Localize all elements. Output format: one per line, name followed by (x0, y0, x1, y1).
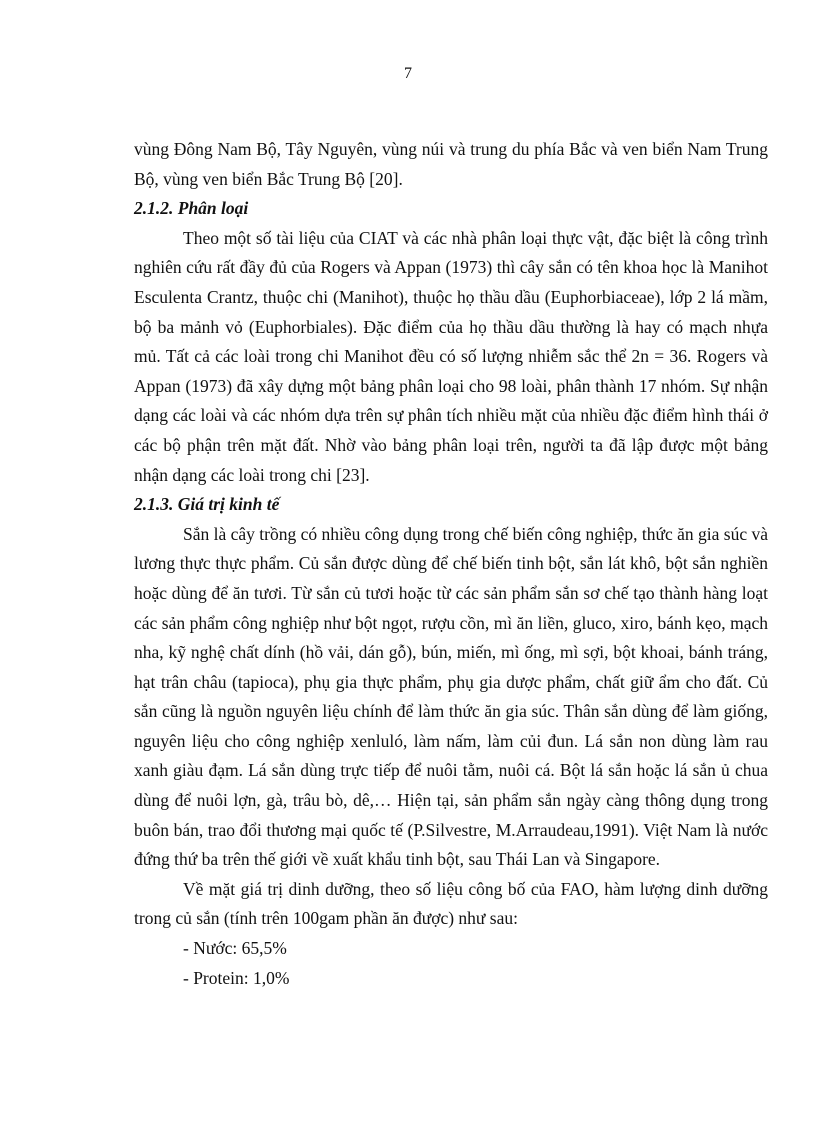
nutrition-list (134, 934, 768, 993)
classification-paragraph: Theo một số tài liệu của CIAT và các nhà phân loại thực vật, đặc biệt là công trình nghiên cứu rất đầy đủ của Rogers và Appan (1973) thì cây sắn có tên khoa học là Manihot Esculenta Crantz, thuộc chi (Manihot), thuộc họ thầu dầu (Euphorbiaceae), lớp 2 lá mầm, bộ ba mảnh vỏ (Euphorbiales). Đặc điểm của họ thầu dầu thường là hay có mạch nhựa mủ. Tất cả các loài trong chi Manihot đều có số lượng nhiễm sắc thể 2n = 36. Rogers và Appan (1973) đã xây dựng một bảng phân loại cho 98 loài, phân thành 17 nhóm. Sự nhận dạng các loài và các nhóm dựa trên sự phân tích nhiều mặt của nhiều đặc điểm hình thái ở các bộ phận trên mặt đất. Nhờ vào bảng phân loại trên, người ta đã lập được một bảng nhận dạng các loài trong chi [23]. (134, 227, 768, 485)
section-heading-classification: 2.1.2. Phân loại (134, 198, 249, 219)
page-number: 7 (404, 65, 412, 82)
document-body (134, 135, 768, 993)
list-item: - Nước: 65,5% (183, 938, 287, 959)
intro-paragraph: vùng Đông Nam Bộ, Tây Nguyên, vùng núi và trung du phía Bắc và ven biển Nam Trung Bộ, vùng ven biển Bắc Trung Bộ [20]. (134, 139, 768, 189)
section-heading-economic-value: 2.1.3. Giá trị kinh tế (134, 494, 280, 515)
list-item: - Protein: 1,0% (183, 967, 290, 988)
economic-value-paragraph: Sắn là cây trồng có nhiều công dụng trong chế biến công nghiệp, thức ăn gia súc và lương thực thực phẩm. Củ sắn được dùng để chế biến tinh bột, sắn lát khô, bột sắn nghiền hoặc dùng để ăn tươi. Từ sắn củ tươi hoặc từ các sản phẩm sắn sơ chế tạo thành hàng loạt các sản phẩm công nghiệp như bột ngọt, rượu cồn, mì ăn liền, gluco, xiro, bánh kẹo, mạch nha, kỹ nghệ chất dính (hồ vải, dán gỗ), bún, miến, mì ống, mì sợi, bột khoai, bánh tráng, hạt trân châu (tapioca), phụ gia thực phẩm, phụ gia dược phẩm, chất giữ ẩm cho đất. Củ sắn cũng là nguồn nguyên liệu chính để làm thức ăn gia súc. Thân sắn dùng để làm giống, nguyên liệu cho công nghiệp xenluló, làm nấm, làm củi đun. Lá sắn non dùng làm rau xanh giàu đạm. Lá sắn dùng trực tiếp để nuôi tằm, nuôi cá. Bột lá sắn hoặc lá sắn ủ chua dùng để nuôi lợn, gà, trâu bò, dê,… Hiện tại, sản phẩm sắn ngày càng thông dụng trong buôn bán, trao đổi thương mại quốc tế (P.Silvestre, M.Arraudeau,1991). Việt Nam là nước đứng thứ ba trên thế giới về xuất khẩu tinh bột, sau Thái Lan và Singapore. (134, 523, 768, 870)
nutrition-paragraph: Về mặt giá trị dinh dưỡng, theo số liệu công bố của FAO, hàm lượng dinh dưỡng trong củ sắn (tính trên 100gam phần ăn được) như sau: (134, 878, 768, 929)
